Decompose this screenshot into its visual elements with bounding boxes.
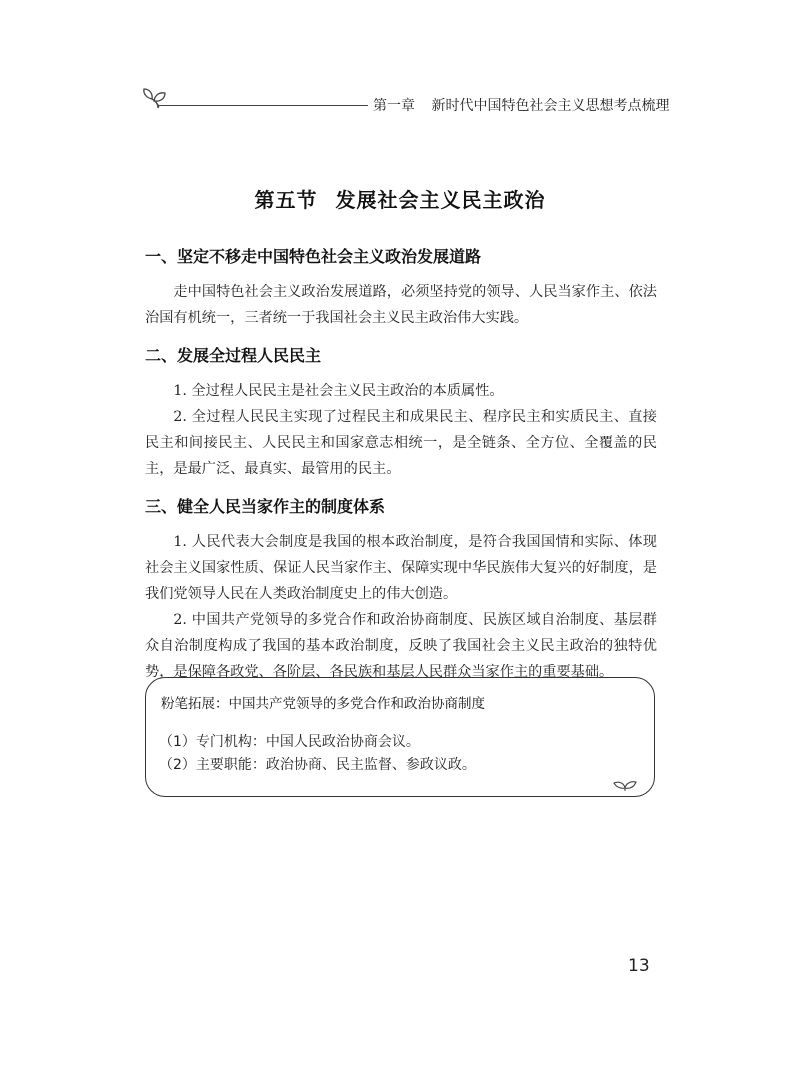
section-block-2 <box>145 343 657 482</box>
paragraph: 2. 中国共产党领导的多党合作和政治协商制度、民族区域自治制度、基层群众自治制度构成了我国的基本政治制度，反映了我国社会主义民主政治的独特优势，是保障各政党、各阶层、各民族和基层人民群众当家作主的重要基础。 <box>145 612 657 680</box>
section-block-1 <box>145 244 657 331</box>
paragraph: 2. 全过程人民民主实现了过程民主和成果民主、程序民主和实质民主、直接民主和间接民主、人民民主和国家意志相统一，是全链条、全方位、全覆盖的民主，是最广泛、最真实、最管用的民主。 <box>145 409 657 477</box>
sprout-icon <box>140 84 174 114</box>
section-number: 第五节 <box>254 188 318 212</box>
section-block-3 <box>145 494 657 685</box>
header-text <box>373 95 669 115</box>
paragraph: 走中国特色社会主义政治发展道路，必须坚持党的领导、人民当家作主、依法治国有机统一，三者统一于我国社会主义民主政治伟大实践。 <box>145 284 657 326</box>
section-heading: 二、发展全过程人民民主 <box>145 346 322 365</box>
callout-title: 粉笔拓展：中国共产党领导的多党合作和政治协商制度 <box>161 696 485 712</box>
main-content <box>145 244 657 697</box>
running-header <box>140 84 670 120</box>
page-number: 13 <box>628 956 650 976</box>
callout-item: （2）主要职能：政治协商、民主监督、参政议政。 <box>159 757 476 773</box>
header-chapter: 第一章 <box>373 98 415 114</box>
paragraph: 1. 人民代表大会制度是我国的根本政治制度，是符合我国国情和实际、体现社会主义国家性质、保证人民当家作主、保障实现中华民族伟大复兴的好制度，是我们党领导人民在人类政治制度史上的伟大创造。 <box>145 534 657 602</box>
section-title <box>0 184 800 213</box>
header-title: 新时代中国特色社会主义思想考点梳理 <box>431 98 670 114</box>
extension-callout <box>145 677 655 797</box>
section-heading: 三、健全人民当家作主的制度体系 <box>145 497 386 516</box>
callout-item: （1）专门机构：中国人民政治协商会议。 <box>159 734 420 750</box>
header-rule <box>158 105 368 106</box>
paragraph: 1. 全过程人民民主是社会主义民主政治的本质属性。 <box>173 383 504 399</box>
sprout-icon <box>612 778 638 792</box>
section-heading: 一、坚定不移走中国特色社会主义政治发展道路 <box>145 247 482 266</box>
section-name: 发展社会主义民主政治 <box>335 188 546 212</box>
